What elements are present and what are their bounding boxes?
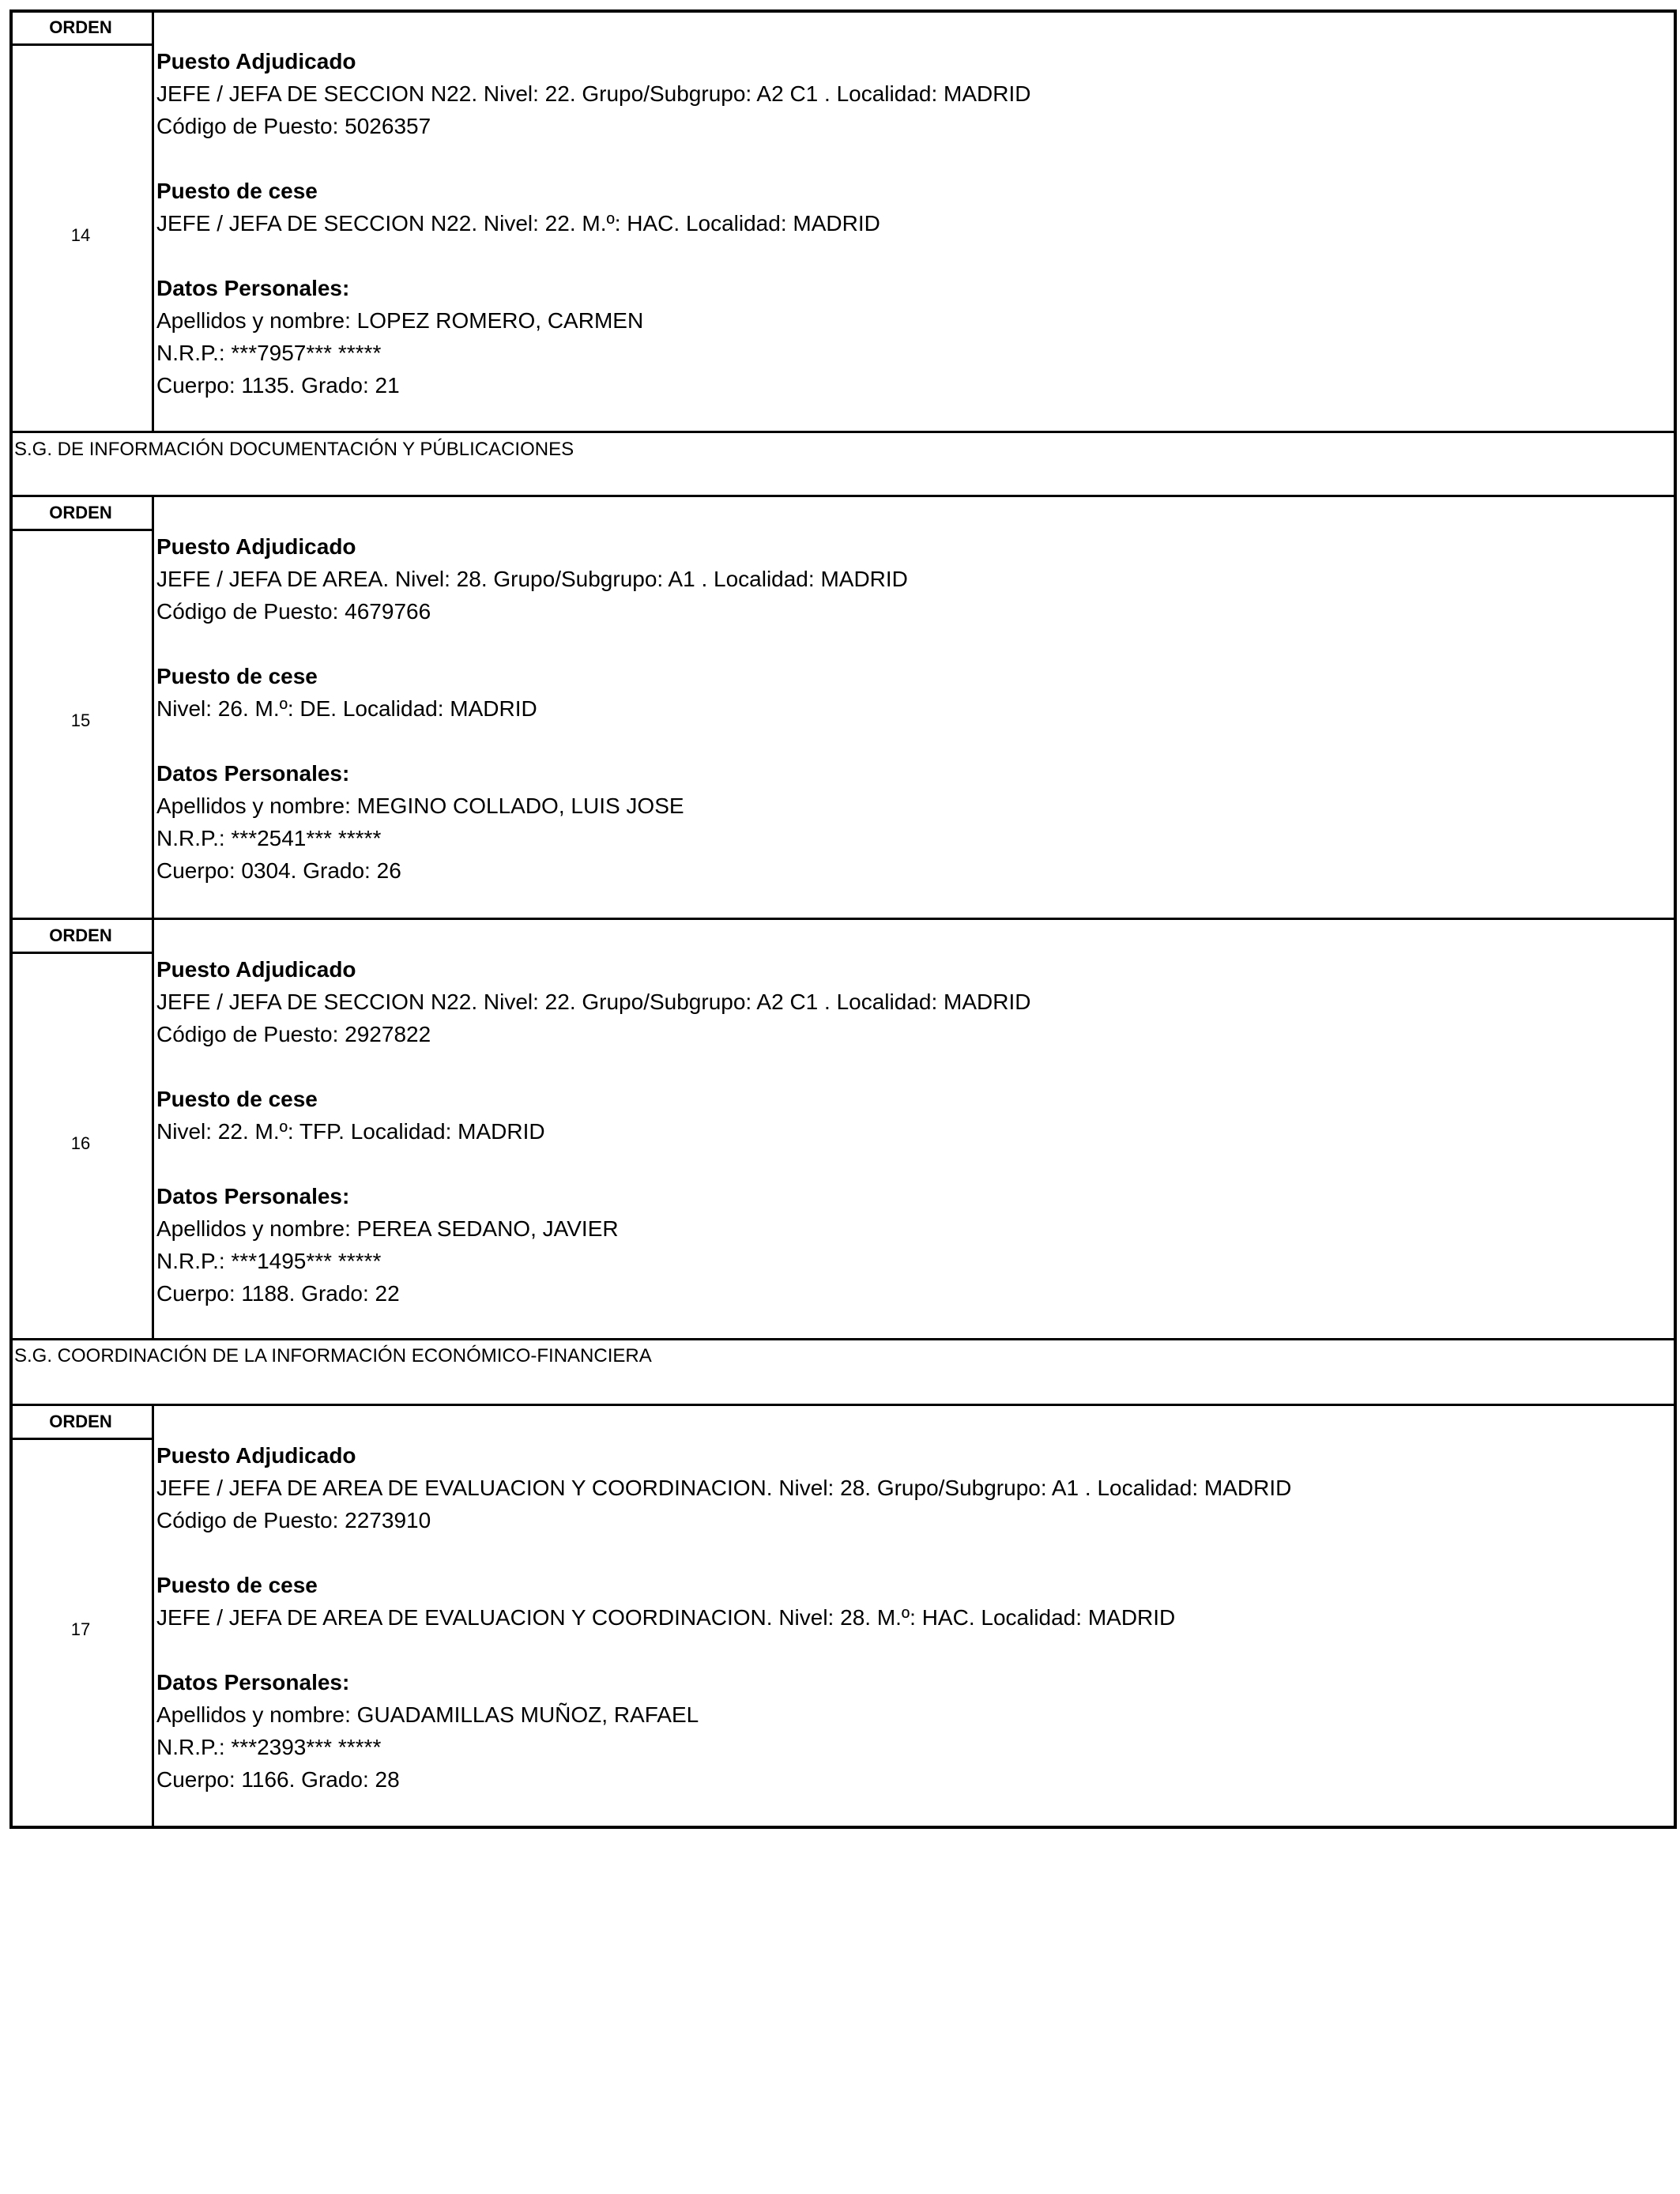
- orden-column: [9, 12, 154, 431]
- orden-header: ORDEN: [9, 12, 152, 46]
- adjudicado-line: JEFE / JEFA DE AREA. Nivel: 28. Grupo/Subgrupo: A1 . Localidad: MADRID: [156, 567, 908, 591]
- adjudicado-title: Puesto Adjudicado: [156, 534, 356, 559]
- datos-title: Datos Personales:: [156, 1670, 350, 1695]
- cese-title: Puesto de cese: [156, 1087, 318, 1111]
- codigo-puesto: Código de Puesto: 5026357: [156, 114, 431, 138]
- row-divider: [9, 431, 1677, 433]
- cese-line: JEFE / JEFA DE AREA DE EVALUACION Y COORDINACION. Nivel: 28. M.º: HAC. Localidad: MADRID: [156, 1605, 1176, 1630]
- orden-number: 17: [70, 1619, 91, 1639]
- nrp: N.R.P.: ***2541*** *****: [156, 826, 382, 850]
- apellidos-nombre: Apellidos y nombre: LOPEZ ROMERO, CARMEN: [156, 308, 644, 333]
- apellidos-nombre: Apellidos y nombre: PEREA SEDANO, JAVIER: [156, 1216, 619, 1241]
- row-divider: [9, 1338, 1677, 1340]
- section-header: S.G. DE INFORMACIÓN DOCUMENTACIÓN Y PÚBLICACIONES: [14, 439, 574, 460]
- cese-line: Nivel: 22. M.º: TFP. Localidad: MADRID: [156, 1119, 545, 1144]
- record-row: [9, 920, 1677, 1338]
- orden-column: [9, 497, 154, 918]
- cese-line: Nivel: 26. M.º: DE. Localidad: MADRID: [156, 696, 537, 721]
- nrp: N.R.P.: ***1495*** *****: [156, 1249, 382, 1273]
- datos-title: Datos Personales:: [156, 276, 350, 300]
- datos-title: Datos Personales:: [156, 1184, 350, 1208]
- cese-title: Puesto de cese: [156, 1573, 318, 1597]
- adjudicado-line: JEFE / JEFA DE SECCION N22. Nivel: 22. Grupo/Subgrupo: A2 C1 . Localidad: MADRID: [156, 81, 1031, 106]
- cese-line: JEFE / JEFA DE SECCION N22. Nivel: 22. M.º: HAC. Localidad: MADRID: [156, 211, 880, 236]
- adjudicado-title: Puesto Adjudicado: [156, 49, 356, 74]
- cuerpo-grado: Cuerpo: 1188. Grado: 22: [156, 1281, 400, 1306]
- cuerpo-grado: Cuerpo: 1166. Grado: 28: [156, 1767, 400, 1792]
- codigo-puesto: Código de Puesto: 4679766: [156, 599, 431, 624]
- adjudicado-title: Puesto Adjudicado: [156, 1443, 356, 1468]
- cese-title: Puesto de cese: [156, 179, 318, 203]
- cese-title: Puesto de cese: [156, 664, 318, 688]
- section-header: S.G. COORDINACIÓN DE LA INFORMACIÓN ECONÓMICO-FINANCIERA: [14, 1345, 652, 1367]
- codigo-puesto: Código de Puesto: 2927822: [156, 1022, 431, 1046]
- cuerpo-grado: Cuerpo: 0304. Grado: 26: [156, 858, 401, 883]
- record-row: [9, 497, 1677, 918]
- adjudicado-line: JEFE / JEFA DE SECCION N22. Nivel: 22. Grupo/Subgrupo: A2 C1 . Localidad: MADRID: [156, 990, 1031, 1014]
- record-row: [9, 12, 1677, 431]
- codigo-puesto: Código de Puesto: 2273910: [156, 1508, 431, 1532]
- record-content: [156, 953, 1669, 1310]
- record-row: [9, 1406, 1677, 1826]
- datos-title: Datos Personales:: [156, 761, 350, 786]
- orden-column: [9, 920, 154, 1338]
- record-content: [156, 530, 1669, 887]
- nrp: N.R.P.: ***2393*** *****: [156, 1735, 382, 1759]
- orden-number: 15: [70, 711, 91, 730]
- orden-header: ORDEN: [9, 497, 152, 531]
- orden-header: ORDEN: [9, 1406, 152, 1440]
- table-bottom-border: [9, 1826, 1677, 1829]
- orden-header: ORDEN: [9, 920, 152, 954]
- orden-column: [9, 1406, 154, 1826]
- record-content: [156, 1439, 1669, 1796]
- apellidos-nombre: Apellidos y nombre: GUADAMILLAS MUÑOZ, RAFAEL: [156, 1702, 699, 1727]
- apellidos-nombre: Apellidos y nombre: MEGINO COLLADO, LUIS JOSE: [156, 794, 684, 818]
- adjudicado-title: Puesto Adjudicado: [156, 957, 356, 982]
- nrp: N.R.P.: ***7957*** *****: [156, 341, 382, 365]
- adjudicado-line: JEFE / JEFA DE AREA DE EVALUACION Y COORDINACION. Nivel: 28. Grupo/Subgrupo: A1 . Localidad: MADRID: [156, 1476, 1292, 1500]
- record-content: [156, 45, 1669, 401]
- orden-number: 16: [70, 1133, 91, 1153]
- cuerpo-grado: Cuerpo: 1135. Grado: 21: [156, 373, 400, 398]
- orden-number: 14: [70, 225, 91, 245]
